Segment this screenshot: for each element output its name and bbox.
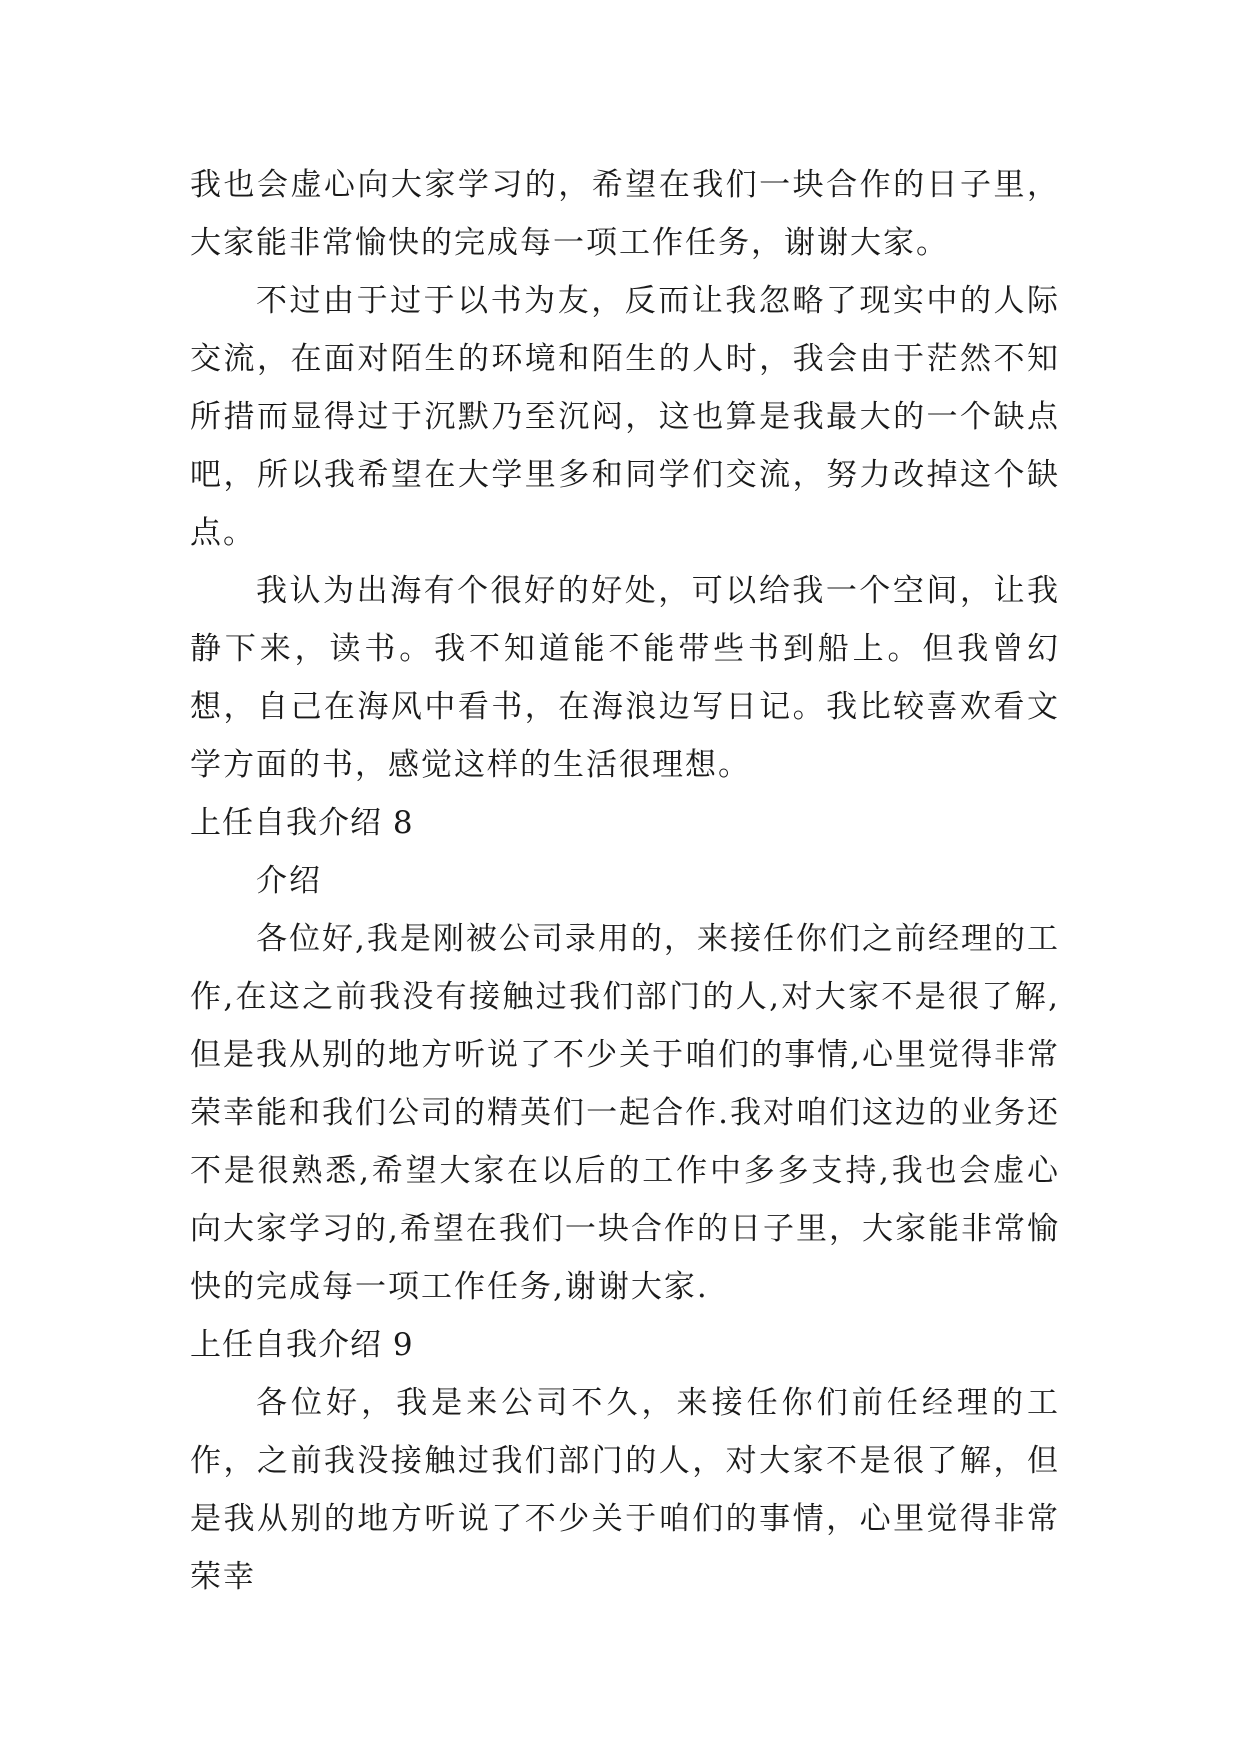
section-heading-9: 上任自我介绍 9 [190,1327,414,1363]
paragraph-intro-9: 各位好，我是来公司不久，来接任你们前任经理的工作，之前我没接触过我们部门的人，对大家不是很了解，但是我从别的地方听说了不少关于咱们的事情，心里觉得非常荣幸 [190,1385,1060,1595]
paragraph-continuation: 我也会虚心向大家学习的，希望在我们一块合作的日子里，大家能非常愉快的完成每一项工作任务，谢谢大家。 [190,167,1060,261]
paragraph-sea-reading: 我认为出海有个很好的好处，可以给我一个空间，让我静下来，读书。我不知道能不能带些书到船上。但我曾幻想，自己在海风中看书，在海浪边写日记。我比较喜欢看文学方面的书，感觉这样的生活很理想。 [190,573,1060,783]
section-subtitle-8: 介绍 [256,863,322,899]
document-body [190,156,1060,1606]
paragraph-shortcoming: 不过由于过于以书为友，反而让我忽略了现实中的人际交流，在面对陌生的环境和陌生的人时，我会由于茫然不知所措而显得过于沉默乃至沉闷，这也算是我最大的一个缺点吧，所以我希望在大学里多和同学们交流，努力改掉这个缺点。 [190,283,1060,551]
section-heading-8: 上任自我介绍 8 [190,805,414,841]
paragraph-intro-8: 各位好,我是刚被公司录用的，来接任你们之前经理的工作,在这之前我没有接触过我们部门的人,对大家不是很了解,但是我从别的地方听说了不少关于咱们的事情,心里觉得非常荣幸能和我们公司的精英们一起合作.我对咱们这边的业务还不是很熟悉,希望大家在以后的工作中多多支持,我也会虚心向大家学习的,希望在我们一块合作的日子里，大家能非常愉快的完成每一项工作任务,谢谢大家. [190,921,1060,1305]
